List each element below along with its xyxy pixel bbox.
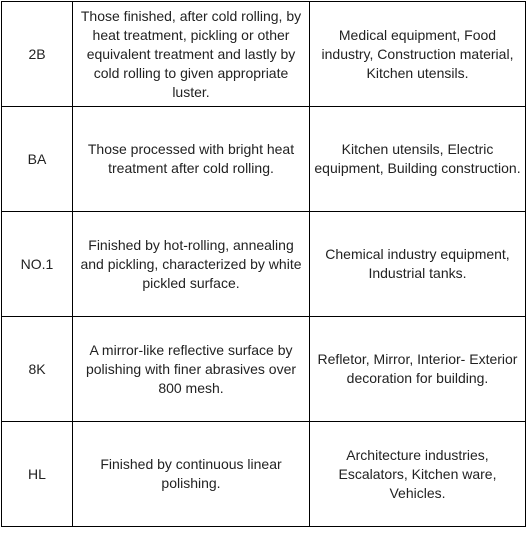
table-row [2, 422, 526, 527]
table-row [2, 212, 526, 317]
finish-grade-cell: 2B [2, 2, 73, 107]
finish-application-cell: Architecture industries, Escalators, Kitchen ware, Vehicles. [310, 422, 526, 527]
finish-description-cell: Those processed with bright heat treatment after cold rolling. [73, 107, 310, 212]
finish-description-cell: Finished by hot-rolling, annealing and pickling, characterized by white pickled surface. [73, 212, 310, 317]
surface-finish-table [1, 1, 526, 527]
finish-application-cell: Chemical industry equipment, Industrial tanks. [310, 212, 526, 317]
finish-grade-cell: BA [2, 107, 73, 212]
finish-application-cell: Refletor, Mirror, Interior- Exterior decoration for building. [310, 317, 526, 422]
table-row [2, 2, 526, 107]
finish-description-cell: Those finished, after cold rolling, by heat treatment, pickling or other equivalent treatment and lastly by cold rolling to given appropriate luster. [73, 2, 310, 107]
finish-description-cell: A mirror-like reflective surface by polishing with finer abrasives over 800 mesh. [73, 317, 310, 422]
finish-description-cell: Finished by continuous linear polishing. [73, 422, 310, 527]
table-row [2, 107, 526, 212]
finish-application-cell: Kitchen utensils, Electric equipment, Building construction. [310, 107, 526, 212]
finish-grade-cell: NO.1 [2, 212, 73, 317]
table-row [2, 317, 526, 422]
finish-grade-cell: 8K [2, 317, 73, 422]
finish-application-cell: Medical equipment, Food industry, Construction material, Kitchen utensils. [310, 2, 526, 107]
finish-grade-cell: HL [2, 422, 73, 527]
